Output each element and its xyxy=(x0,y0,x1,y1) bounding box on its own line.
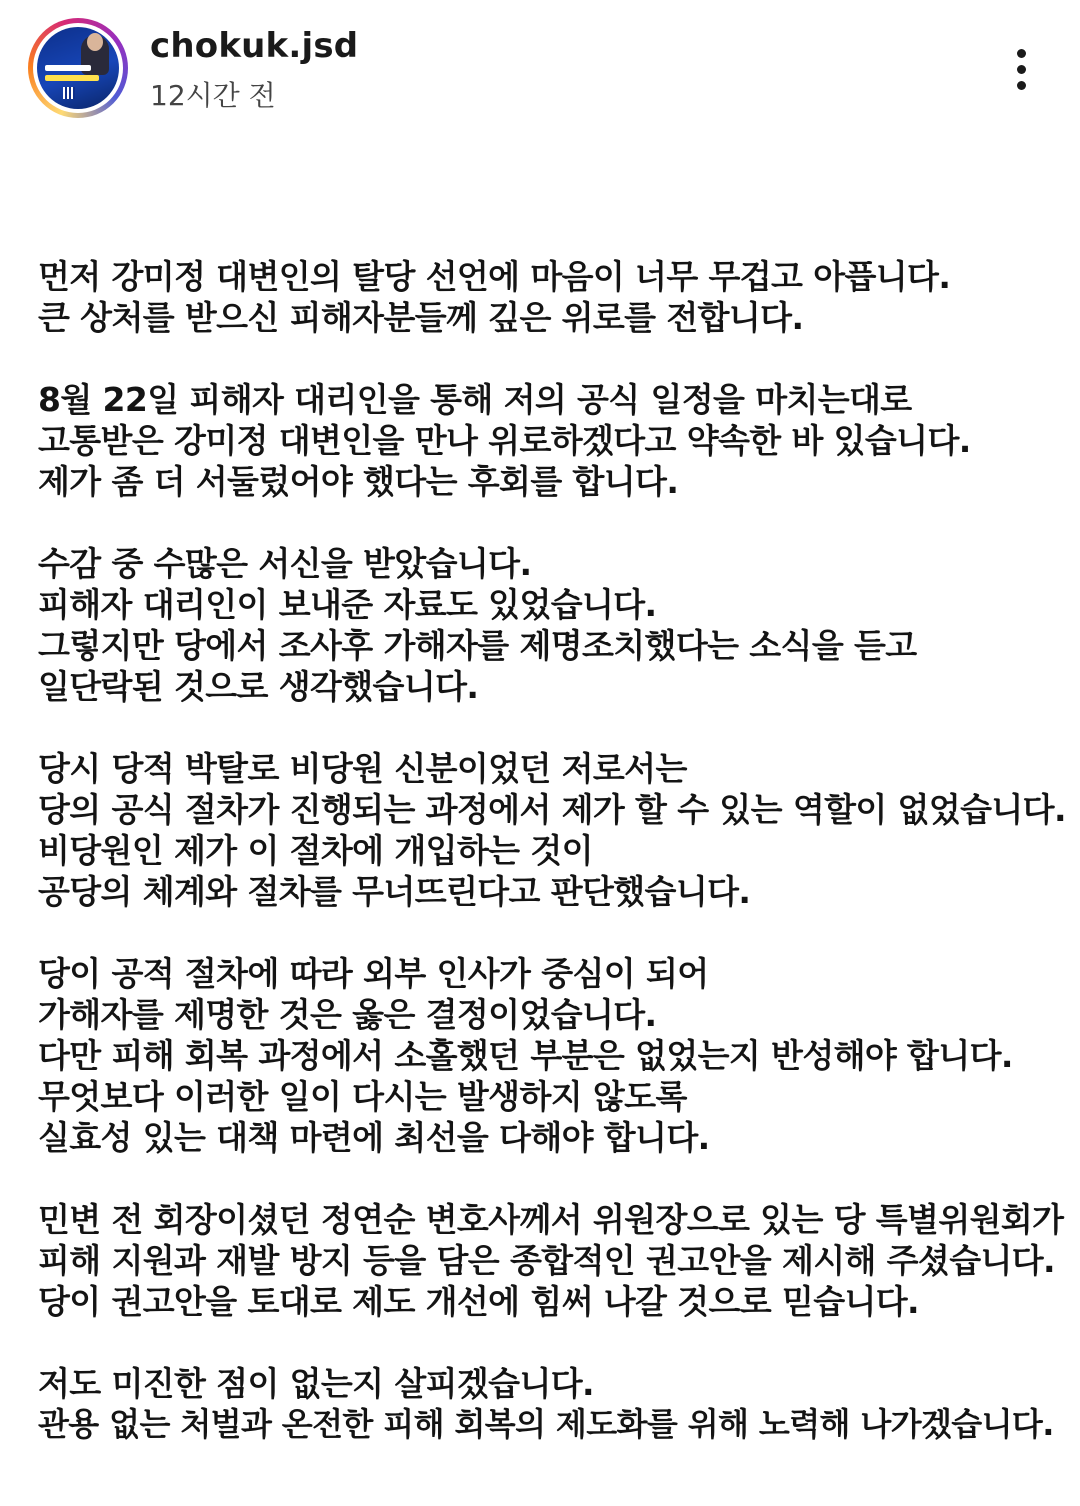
text-line: 관용 없는 처벌과 온전한 피해 회복의 제도화를 위해 노력해 나가겠습니다. xyxy=(38,1405,1054,1443)
text-line: 일단락된 것으로 생각했습니다. xyxy=(38,667,479,706)
text-line: 8월 22일 피해자 대리인을 통해 저의 공식 일정을 마치는대로 xyxy=(38,380,912,419)
text-line: 비당원인 제가 이 절차에 개입하는 것이 xyxy=(38,831,593,870)
text-line: 큰 상처를 받으신 피해자분들께 깊은 위로를 전합니다. xyxy=(38,298,804,337)
post-header xyxy=(0,0,1080,140)
text-line: 무엇보다 이러한 일이 다시는 발생하지 않도록 xyxy=(38,1077,687,1116)
text-line: 다만 피해 회복 과정에서 소홀했던 부분은 없었는지 반성해야 합니다. xyxy=(38,1036,1013,1075)
paragraph xyxy=(38,953,1068,1158)
text-line: 피해자 대리인이 보내준 자료도 있었습니다. xyxy=(38,585,657,624)
post-timestamp: 12시간 전 xyxy=(150,79,276,112)
paragraph xyxy=(38,379,1068,502)
text-line: 공당의 체계와 절차를 무너뜨린다고 판단했습니다. xyxy=(38,872,751,911)
text-line: 먼저 강미정 대변인의 탈당 선언에 마음이 너무 무겁고 아픕니다. xyxy=(38,257,951,296)
text-line: 제가 좀 더 서둘렀어야 했다는 후회를 합니다. xyxy=(38,462,679,501)
text-line: 실효성 있는 대책 마련에 최선을 다해야 합니다. xyxy=(38,1118,710,1157)
text-line: 저도 미진한 점이 없는지 살피겠습니다. xyxy=(38,1364,594,1403)
paragraph xyxy=(38,1199,1068,1322)
paragraph xyxy=(38,256,1068,338)
text-line: 고통받은 강미정 대변인을 만나 위로하겠다고 약속한 바 있습니다. xyxy=(38,421,971,460)
text-line: 당이 공적 절차에 따라 외부 인사가 중심이 되어 xyxy=(38,954,709,993)
text-line: 당의 공식 절차가 진행되는 과정에서 제가 할 수 있는 역할이 없었습니다. xyxy=(38,790,1066,829)
text-line: 그렇지만 당에서 조사후 가해자를 제명조치했다는 소식을 듣고 xyxy=(38,626,917,665)
paragraph xyxy=(38,748,1068,912)
text-line: 당시 당적 박탈로 비당원 신분이었던 저로서는 xyxy=(38,749,687,788)
story-ring[interactable] xyxy=(28,18,128,118)
text-line: 민변 전 회장이셨던 정연순 변호사께서 위원장으로 있는 당 특별위원회가 xyxy=(38,1200,1064,1239)
username[interactable]: chokuk.jsd xyxy=(150,26,359,66)
text-line: 피해 지원과 재발 방지 등을 담은 종합적인 권고안을 제시해 주셨습니다. xyxy=(38,1241,1055,1280)
avatar[interactable] xyxy=(37,27,119,109)
text-line: 수감 중 수많은 서신을 받았습니다. xyxy=(38,544,532,583)
paragraph xyxy=(38,543,1068,707)
paragraph xyxy=(38,1363,1068,1445)
text-line: 당이 권고안을 토대로 제도 개선에 힘써 나갈 것으로 믿습니다. xyxy=(38,1282,919,1321)
more-options-icon[interactable] xyxy=(996,44,1048,96)
text-line: 가해자를 제명한 것은 옳은 결정이었습니다. xyxy=(38,995,657,1034)
post-body xyxy=(38,256,1068,1486)
